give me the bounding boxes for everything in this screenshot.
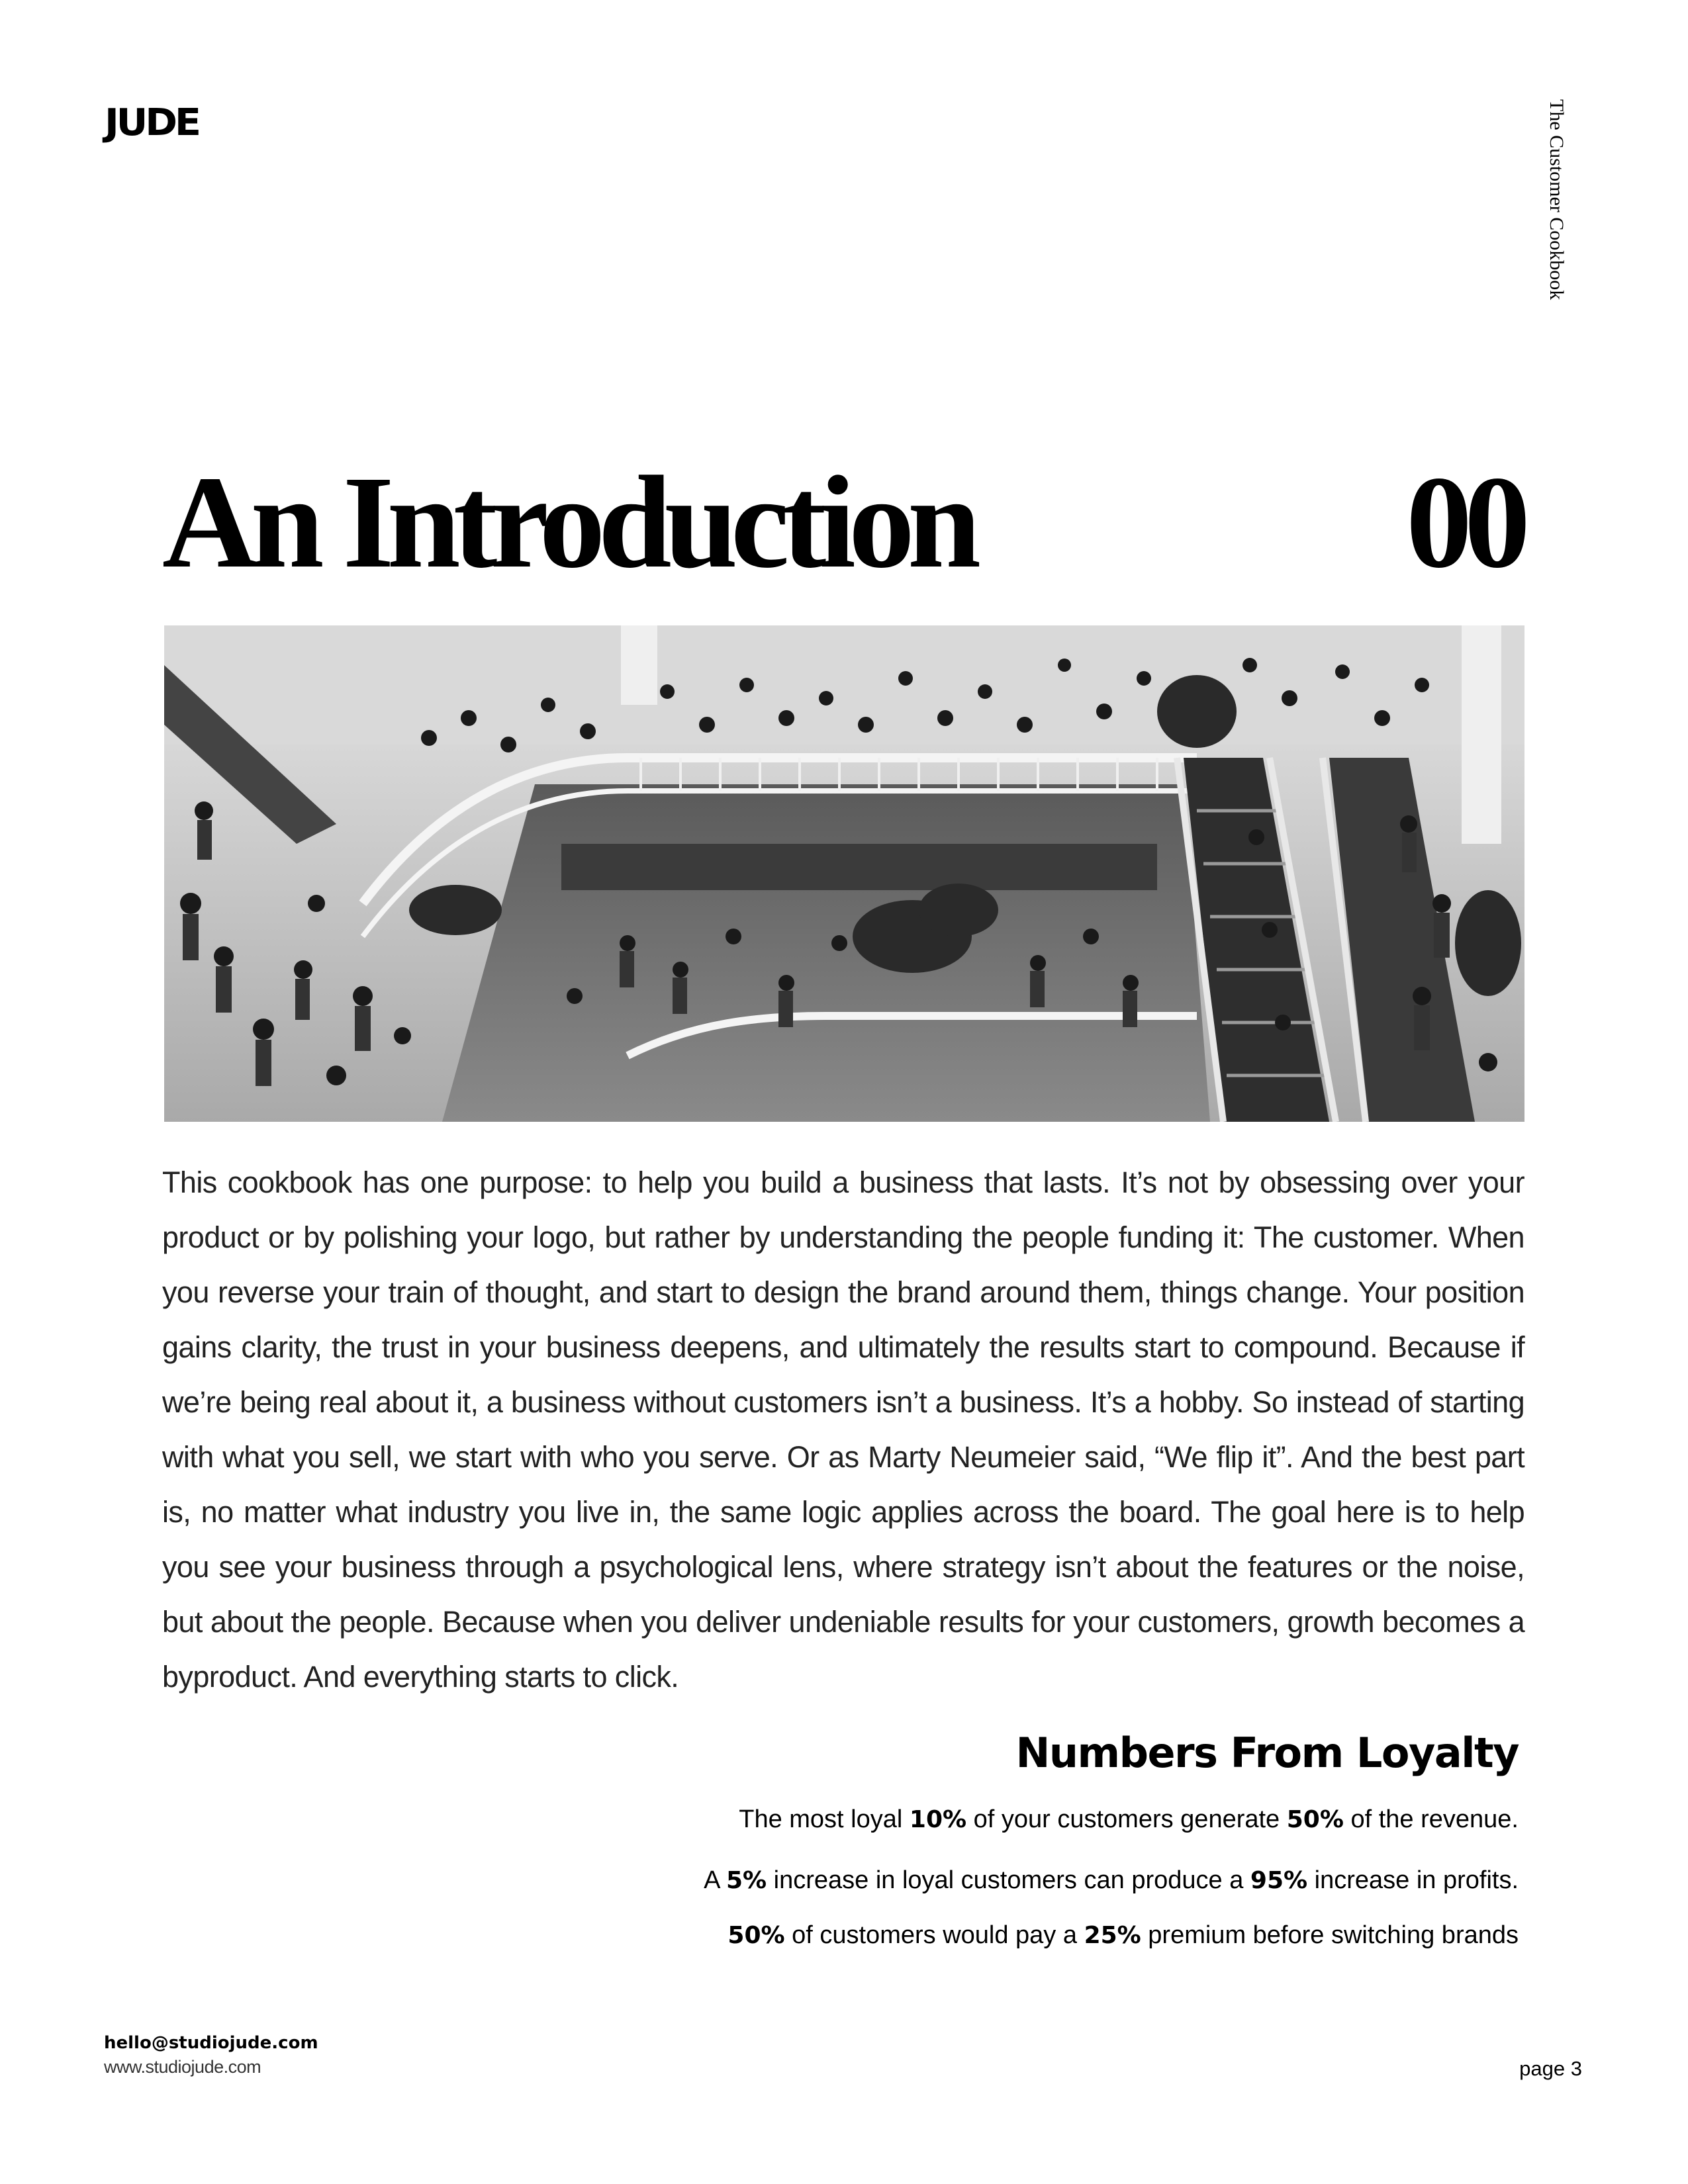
stat-value: 25% [1084, 1922, 1141, 1949]
publication-title: The Customer Cookbook [1546, 99, 1568, 300]
mall-crowd-illustration [164, 625, 1524, 1122]
website-link[interactable]: www.studiojude.com [104, 2057, 261, 2077]
stats-heading: Numbers From Loyalty [1015, 1729, 1519, 1777]
page-title: An Introduction [162, 449, 974, 596]
stat-value: 50% [1286, 1806, 1344, 1833]
stat-text: of customers would pay a [784, 1921, 1084, 1949]
contact-email-link[interactable]: hello@studiojude.com [104, 2033, 318, 2053]
stat-line [704, 1868, 1519, 1893]
stat-line [727, 1923, 1519, 1948]
stat-value: 5% [726, 1867, 767, 1894]
stat-value: 95% [1250, 1867, 1308, 1894]
stat-line [739, 1807, 1519, 1832]
mall-crowd-photo [164, 625, 1524, 1122]
stat-text: increase in loyal customers can produce a [767, 1866, 1250, 1894]
page-number-label: page 3 [1519, 2057, 1582, 2080]
chapter-number: 00 [1406, 449, 1523, 596]
stat-text: of the revenue. [1343, 1805, 1519, 1833]
brand-logo: JUDE [105, 101, 199, 144]
stat-text: The most loyal [739, 1805, 910, 1833]
intro-paragraph: This cookbook has one purpose: to help you build a business that lasts. It’s not by obsessing over your product or by polishing your logo, but rather by understanding the people funding it: The customer. When you reverse your train of thought, and start to design the brand around them, things change. Your position gains clarity, the trust in your business deepens, and ultimately the results start to compound. Because if we’re being real about it, a business without customers isn’t a business. It’s a hobby. So instead of starting with what you sell, we start with who you serve. Or as Marty Neumeier said, “We flip it”. And the best part is, no matter what industry you live in, the same logic applies across the board. The goal here is to help you see your business through a psychological lens, where strategy isn’t about the features or the noise, but about the people. Because when you deliver undeniable results for your customers, growth becomes a byproduct. And everything starts to click. [162, 1165, 1524, 1694]
stat-text: premium before switching brands [1141, 1921, 1519, 1949]
stat-text: A [704, 1866, 726, 1894]
stat-text: increase in profits. [1307, 1866, 1519, 1894]
stat-value: 10% [909, 1806, 967, 1833]
stat-value: 50% [727, 1922, 785, 1949]
stat-text: of your customers generate [966, 1805, 1287, 1833]
